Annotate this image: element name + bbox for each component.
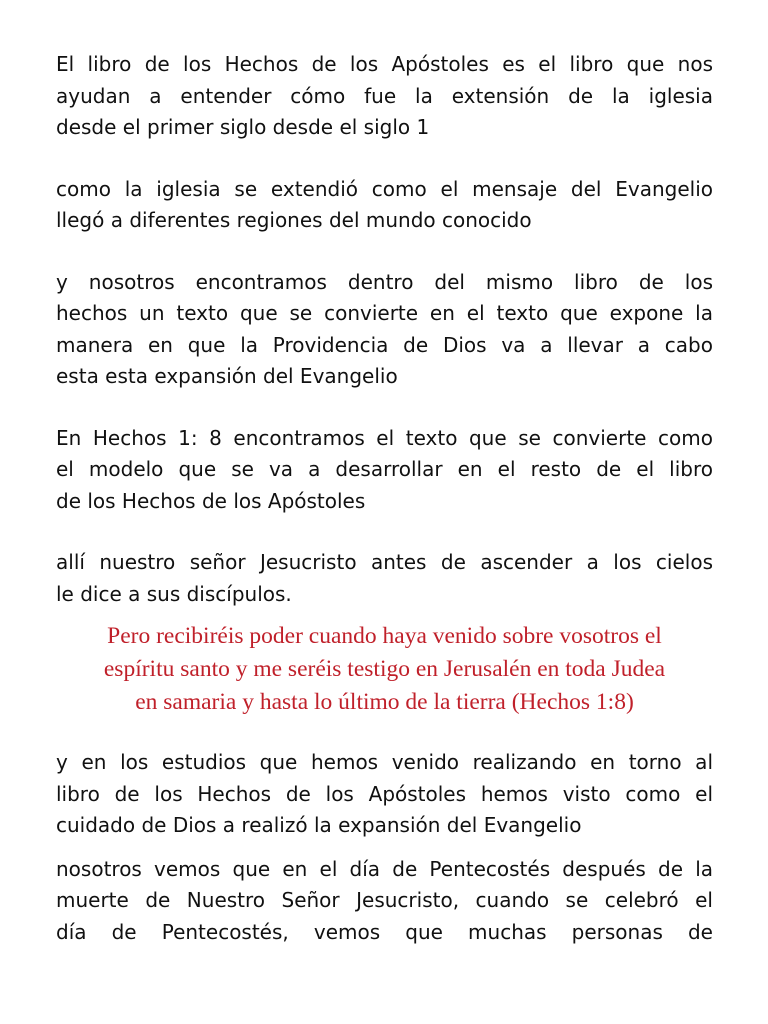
text-line: muerte de Nuestro Señor Jesucristo, cuando se celebró el xyxy=(56,888,713,912)
text-line: de los Hechos de los Apóstoles xyxy=(56,488,366,513)
quote-line: Pero recibiréis poder cuando haya venido sobre vosotros el xyxy=(107,623,662,649)
paragraph-6 xyxy=(56,747,713,842)
text-line: libro de los Hechos de los Apóstoles hemos visto como el xyxy=(56,781,713,806)
text-line: y nosotros encontramos dentro del mismo libro de los xyxy=(56,269,713,294)
paragraph-4 xyxy=(56,423,713,518)
text-line: llegó a diferentes regiones del mundo conocido xyxy=(56,208,532,232)
text-line: como la iglesia se extendió como el mensaje del Evangelio xyxy=(56,176,713,201)
text-line: día de Pentecostés, vemos que muchas personas de xyxy=(56,919,713,944)
text-line: esta esta expansión del Evangelio xyxy=(56,364,398,388)
text-line: allí nuestro señor Jesucristo antes de ascender a los cielos xyxy=(56,550,713,574)
text-line: nosotros vemos que en el día de Pentecostés después de la xyxy=(56,856,713,881)
scripture-quote xyxy=(56,620,713,719)
text-line: le dice a sus discípulos. xyxy=(56,581,292,606)
paragraph-5 xyxy=(56,547,713,610)
text-line: y en los estudios que hemos venido realizando en torno al xyxy=(56,750,713,774)
text-line: desde el primer siglo desde el siglo 1 xyxy=(56,115,430,139)
quote-line: espíritu santo y me seréis testigo en Jerusalén en toda Judea xyxy=(103,656,666,682)
text-line: El libro de los Hechos de los Apóstoles es el libro que nos xyxy=(56,52,713,76)
text-line: manera en que la Providencia de Dios va a llevar a cabo xyxy=(56,332,713,357)
paragraph-1 xyxy=(56,49,713,144)
text-line: el modelo que se va a desarrollar en el resto de el libro xyxy=(56,457,713,481)
text-line: En Hechos 1: 8 encontramos el texto que se convierte como xyxy=(56,425,713,450)
text-line: cuidado de Dios a realizó la expansión del Evangelio xyxy=(56,813,582,837)
paragraph-7 xyxy=(56,854,713,949)
paragraph-3 xyxy=(56,267,713,393)
text-line: ayudan a entender cómo fue la extensión de la iglesia xyxy=(56,83,713,108)
text-line: hechos un texto que se convierte en el texto que expone la xyxy=(56,301,713,325)
quote-line: en samaria y hasta lo último de la tierra (Hechos 1:8) xyxy=(135,689,634,715)
document-page xyxy=(56,49,713,948)
paragraph-2 xyxy=(56,174,713,237)
